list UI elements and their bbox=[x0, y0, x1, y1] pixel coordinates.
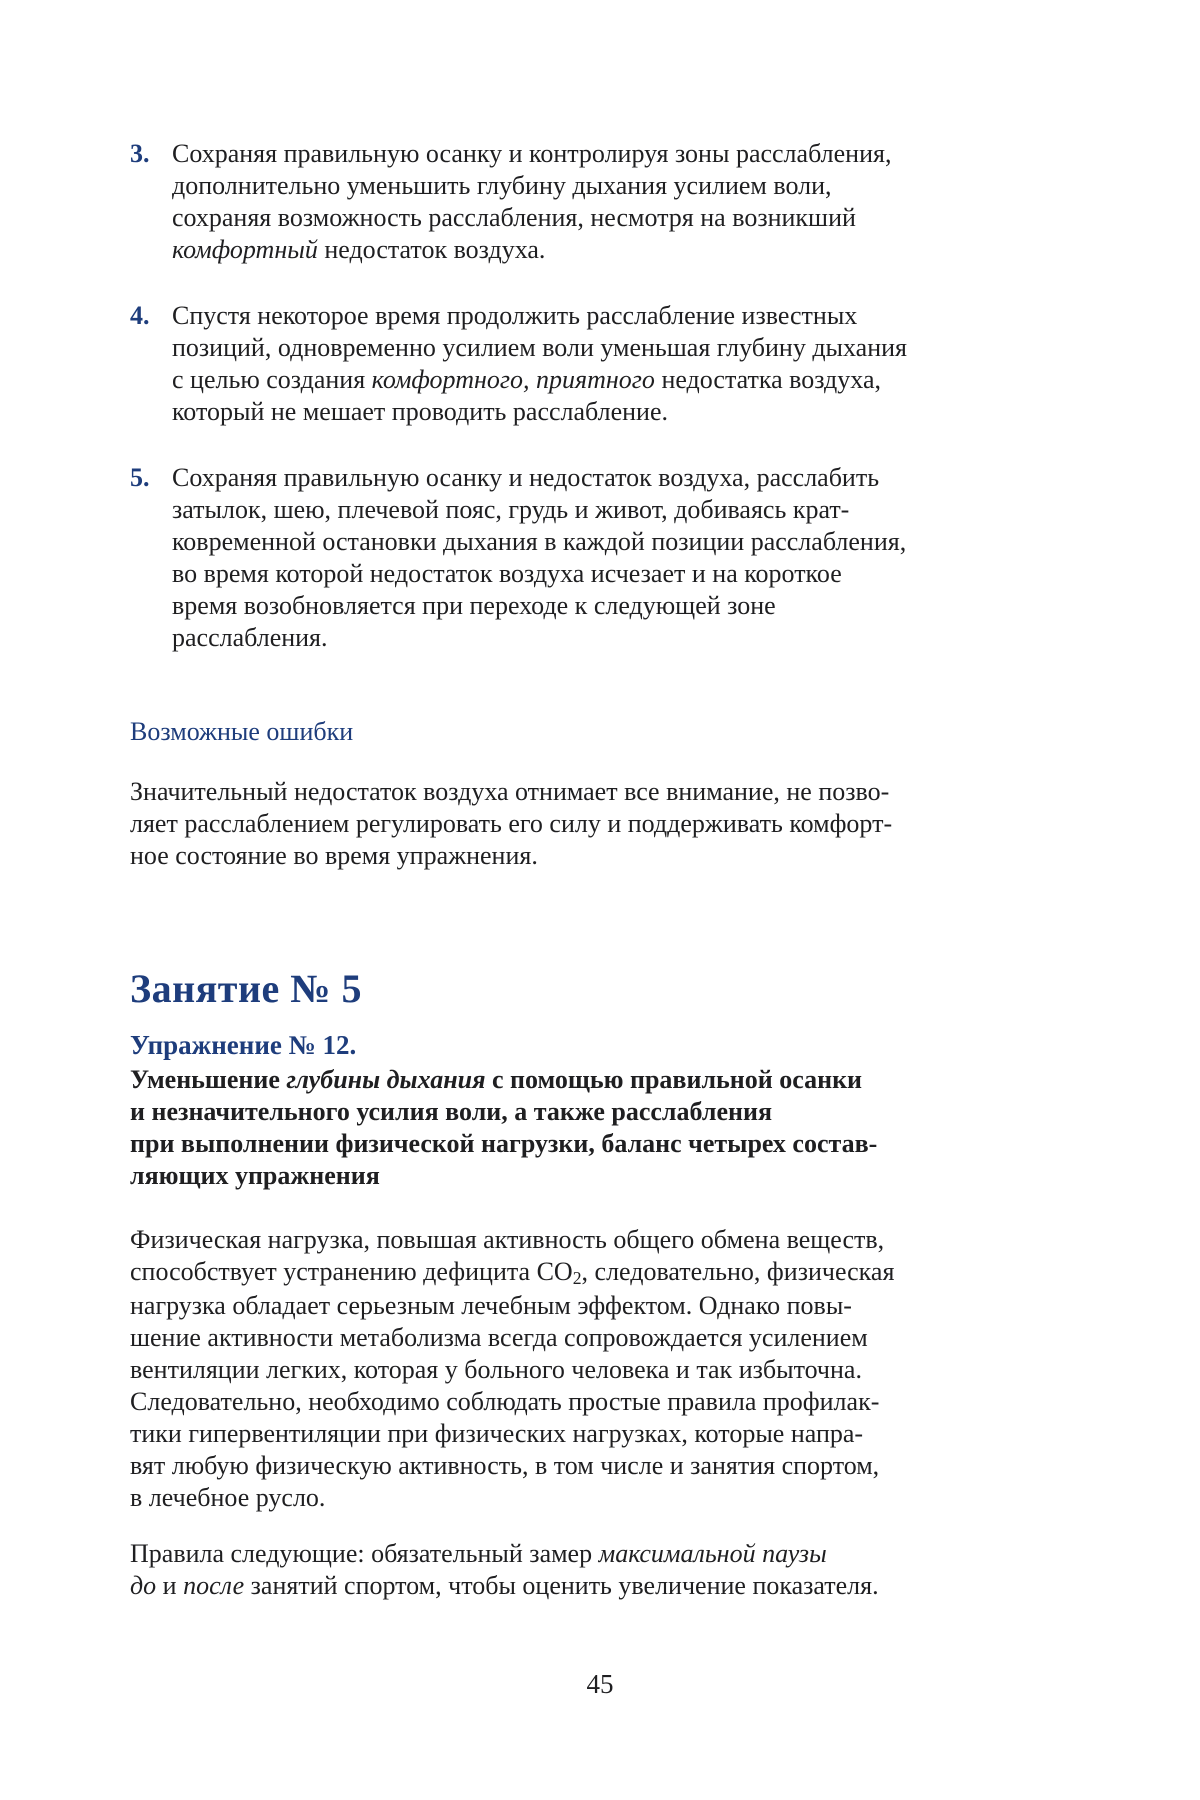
step-text: Сохраняя правильную осанку и недостаток воздуха, расслабить затылок, шею, плечевой пояс, грудь и живот, добиваясь крат- ковременной остановки дыхания в каждой позиции расслабления, во время которой недостаток воздуха исчезает и на короткое время возобновляется при переходе к следующей зоне расслабления. bbox=[172, 463, 907, 652]
step-item-5 bbox=[130, 462, 994, 654]
step-text: Сохраняя правильную осанку и контролируя зоны расслабления, дополнительно уменьшить глубину дыхания усилием воли, сохраняя возможность расслабления, несмотря на возникший комфортный недостаток воздуха. bbox=[172, 139, 892, 264]
page-number: 45 bbox=[586, 1669, 614, 1699]
exercise-body-paragraph: Физическая нагрузка, повышая активность общего обмена веществ, способствует устранению дефицита CO2, следовательно, физическая нагрузка обладает серьезным лечебным эффектом. Однако повы- шение активности метаболизма всегда сопровождается усилением вентиляции легких, которая у больного человека и так избыточна. Следовательно, необходимо соблюдать простые правила профилак- тики гипервентиляции при физических нагрузках, которые напра- вят любую физическую активность, в том числе и занятия спортом, в лечебное русло. bbox=[130, 1225, 895, 1512]
step-text: Спустя некоторое время продолжить расслабление известных позиций, одновременно усилием воли уменьшая глубину дыхания с целью создания комфортного, приятного недостатка воздуха, который не мешает проводить расслабление. bbox=[172, 301, 908, 426]
exercise-title: Уменьшение глубины дыхания с помощью правильной осанки и незначительного усилия воли, а также расслабления при выполнении физической нагрузки, баланс четырех состав- ляющих упражнения bbox=[130, 1065, 878, 1190]
page-content bbox=[130, 138, 994, 1602]
step-marker: 4. bbox=[130, 301, 150, 330]
possible-errors-paragraph: Значительный недостаток воздуха отнимает все внимание, не позво- ляет расслаблением регулировать его силу и поддерживать комфорт- ное состояние во время упражнения. bbox=[130, 777, 893, 870]
possible-errors-heading: Возможные ошибки bbox=[130, 717, 354, 746]
step-item-3 bbox=[130, 138, 994, 266]
step-marker: 5. bbox=[130, 463, 150, 492]
exercise-number-heading: Упражнение № 12. bbox=[130, 1030, 357, 1060]
exercise-rules-paragraph: Правила следующие: обязательный замер максимальной паузы до и после занятий спортом, чтобы оценить увеличение показателя. bbox=[130, 1539, 879, 1600]
lesson-title: Занятие № 5 bbox=[130, 966, 362, 1011]
step-item-4 bbox=[130, 300, 994, 428]
step-marker: 3. bbox=[130, 139, 150, 168]
